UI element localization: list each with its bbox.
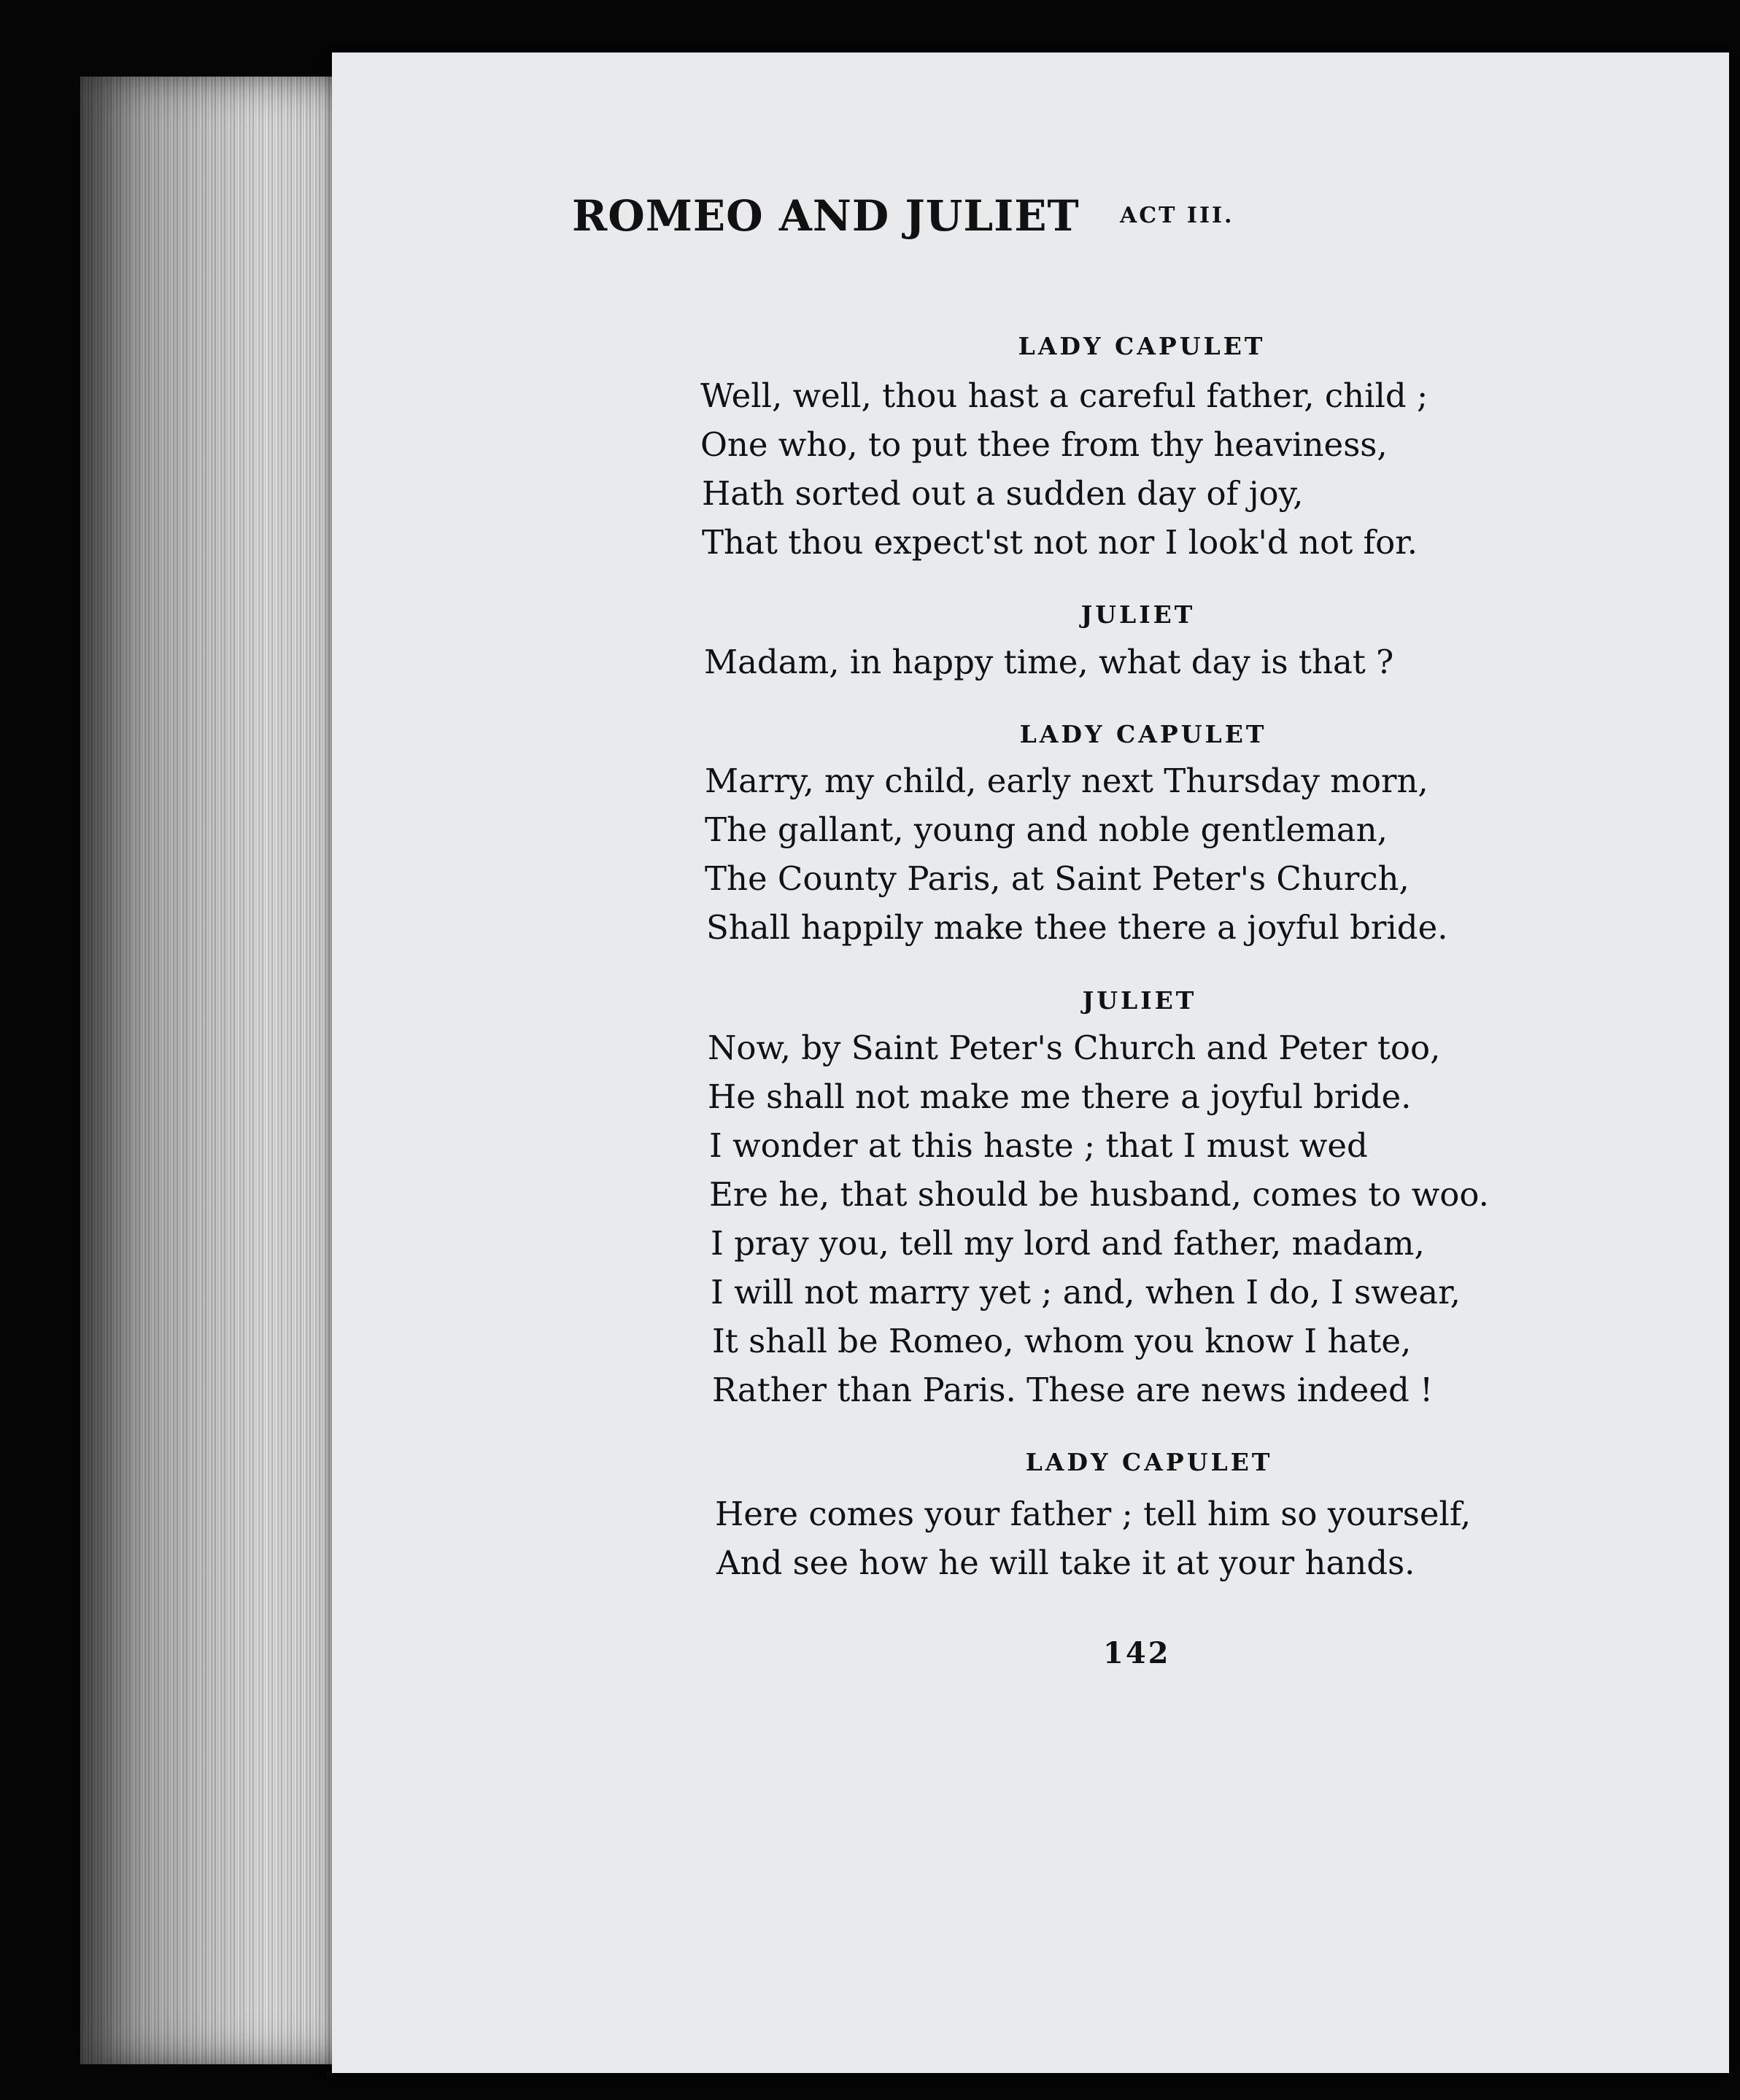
verse-line: Ere he, that should be husband, comes to woo. xyxy=(709,1175,1489,1214)
verse-line: And see how he will take it at your hands. xyxy=(716,1543,1415,1582)
page-number: 142 xyxy=(1103,1636,1171,1670)
verse-line: Here comes your father ; tell him so yourself, xyxy=(715,1495,1472,1533)
verse-line: It shall be Romeo, whom you know I hate, xyxy=(712,1322,1412,1360)
page-edges-stack xyxy=(80,77,343,2064)
speaker-name: LADY CAPULET xyxy=(1025,1448,1273,1476)
speaker-name: LADY CAPULET xyxy=(1018,332,1266,360)
verse-line: The County Paris, at Saint Peter's Church, xyxy=(705,859,1410,898)
speaker-name: JULIET xyxy=(1080,600,1196,629)
verse-line: Now, by Saint Peter's Church and Peter too, xyxy=(708,1028,1441,1067)
verse-line: He shall not make me there a joyful bride. xyxy=(708,1077,1412,1116)
verse-line: Well, well, thou hast a careful father, child ; xyxy=(700,376,1428,415)
act-label: ACT III. xyxy=(1120,203,1234,228)
verse-line: Hath sorted out a sudden day of joy, xyxy=(702,474,1304,513)
verse-line: I will not marry yet ; and, when I do, I swear, xyxy=(711,1273,1461,1311)
running-title: ROMEO AND JULIET xyxy=(572,191,1080,241)
verse-line: One who, to put thee from thy heaviness, xyxy=(700,425,1388,464)
verse-line: Madam, in happy time, what day is that ? xyxy=(704,643,1394,681)
verse-line: I pray you, tell my lord and father, madam, xyxy=(711,1224,1425,1263)
verse-line: The gallant, young and noble gentleman, xyxy=(705,810,1388,849)
speaker-name: JULIET xyxy=(1082,986,1197,1015)
verse-line: That thou expect'st not nor I look'd not for. xyxy=(702,523,1418,562)
verse-line: I wonder at this haste ; that I must wed xyxy=(709,1126,1368,1165)
verse-line: Shall happily make thee there a joyful bride. xyxy=(706,908,1448,947)
verse-line: Rather than Paris. These are news indeed ! xyxy=(712,1371,1434,1409)
speaker-name: LADY CAPULET xyxy=(1019,720,1267,748)
verse-line: Marry, my child, early next Thursday morn, xyxy=(705,762,1428,800)
